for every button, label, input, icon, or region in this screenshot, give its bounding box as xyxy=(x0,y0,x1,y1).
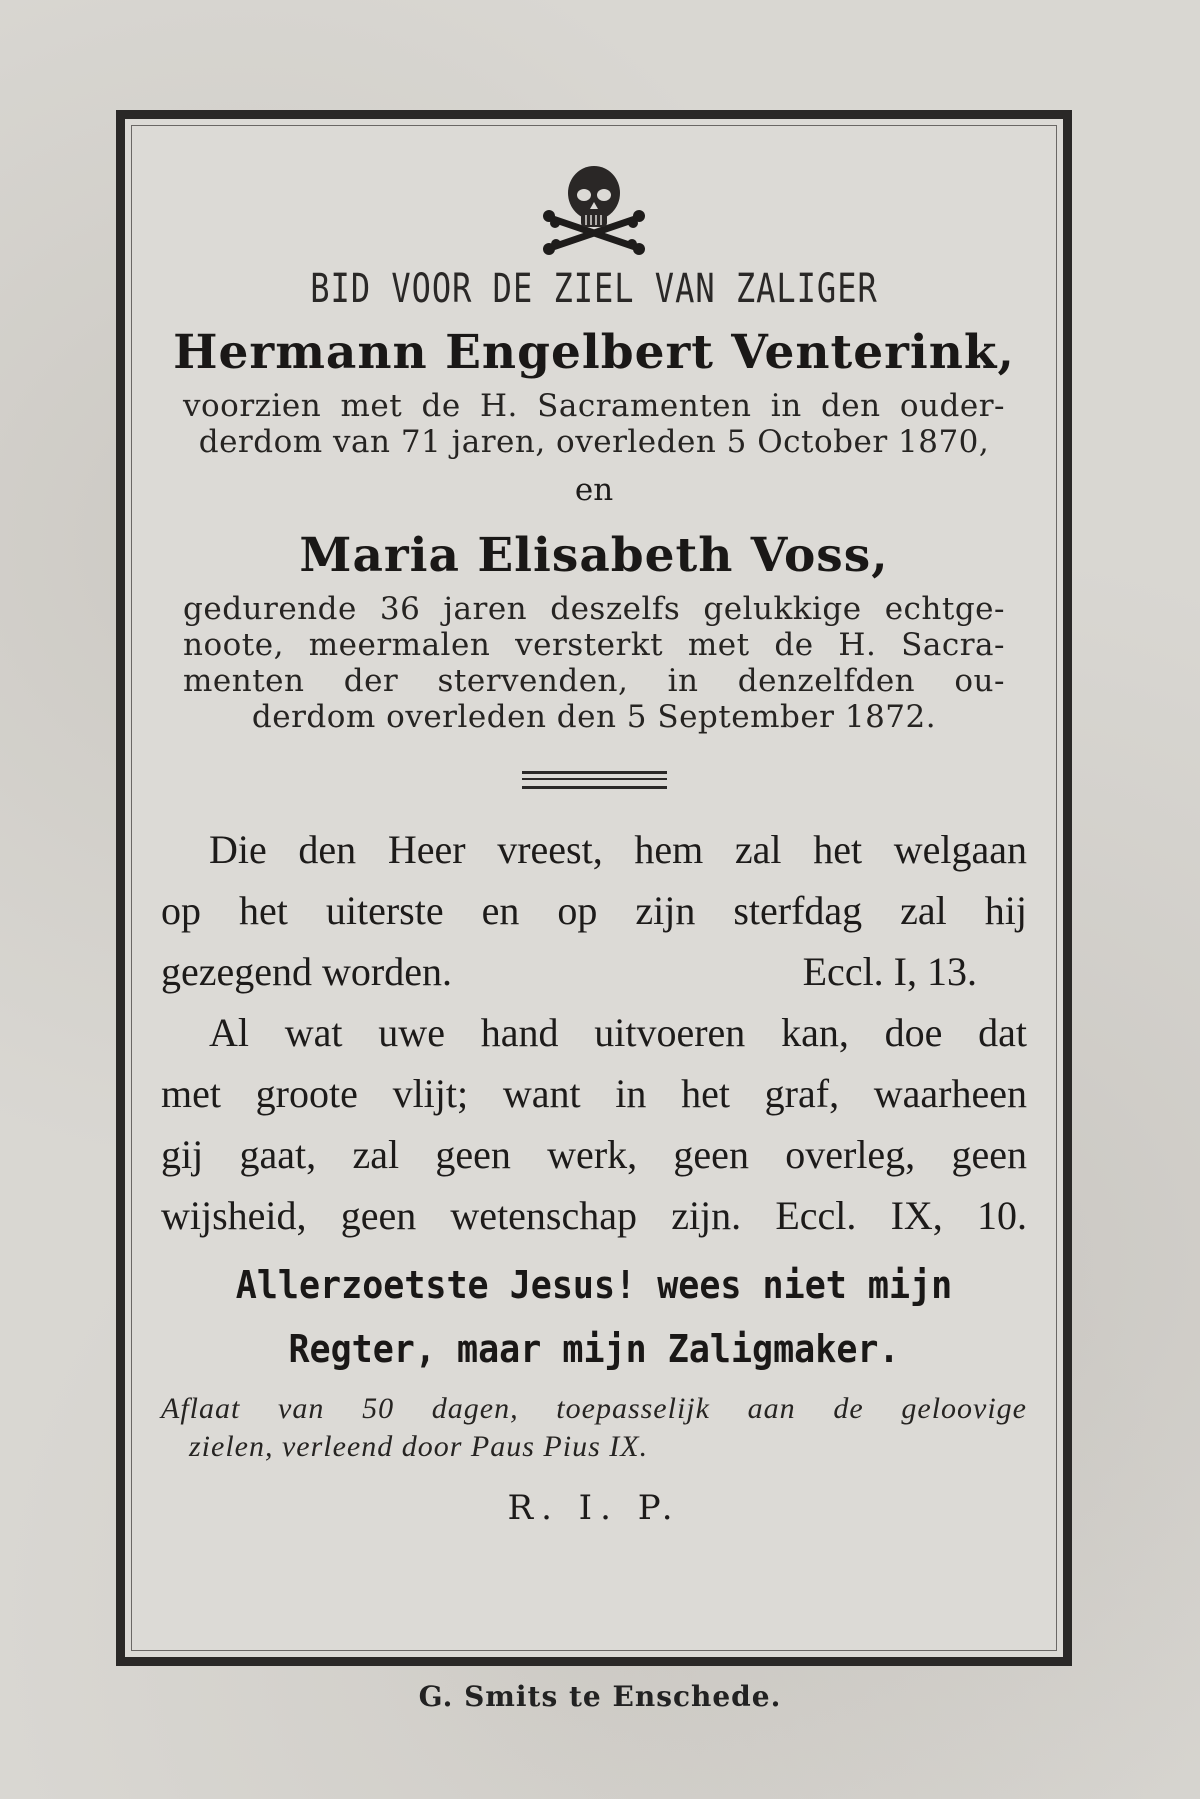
quote-line: met groote vlijt; want in het graf, waarheen xyxy=(161,1071,1027,1116)
quote-line: Die den Heer vreest, hem zal het welgaan xyxy=(209,827,1027,872)
prayer-line: Allerzoetste Jesus! wees niet mijn xyxy=(235,1264,953,1309)
deceased-name-1: Hermann Engelbert Venterink, xyxy=(173,325,1015,380)
memorial-card xyxy=(116,110,1072,1666)
scripture-quote-1 xyxy=(161,819,1027,1002)
scripture-quote-2 xyxy=(161,1002,1027,1246)
card-heading: BID VOOR DE ZIEL VAN ZALIGER xyxy=(310,264,878,312)
quote-line: Al wat uwe hand uitvoeren kan, doe dat xyxy=(209,1010,1027,1055)
quote-reference: Eccl. I, 13. xyxy=(802,949,977,994)
card-content xyxy=(155,159,1033,1528)
prayer-line: Regter, maar mijn Zaligmaker. xyxy=(288,1327,900,1372)
deceased-details-1 xyxy=(183,388,1005,460)
quote-line: wijsheid, geen wetenschap zijn. Eccl. IX, 10. xyxy=(161,1193,1027,1238)
skull-crossbones-icon xyxy=(539,159,649,255)
details-line: gedurende 36 jaren deszelfs gelukkige echtge- xyxy=(183,591,1005,627)
details-line: voorzien met de H. Sacramenten in den ouder- xyxy=(183,388,1005,424)
quote-line xyxy=(161,941,1027,1002)
indulgence-line: zielen, verleend door Paus Pius IX. xyxy=(189,1430,649,1463)
details-line: derdom van 71 jaren, overleden 5 October 1870, xyxy=(198,424,990,460)
quote-text: gezegend worden. xyxy=(161,949,452,994)
double-rule-divider xyxy=(522,771,667,789)
quote-line: op het uiterste en op zijn sterfdag zal hij xyxy=(161,888,1027,933)
details-line: menten der stervenden, in denzelfden ou- xyxy=(183,663,1005,699)
details-line: noote, meermalen versterkt met de H. Sacra- xyxy=(183,627,1005,663)
indulgence-line: Aflaat van 50 dagen, toepasselijk aan de geloovige xyxy=(161,1392,1027,1425)
indulgence-note xyxy=(161,1390,1027,1466)
deceased-details-2 xyxy=(183,591,1005,735)
rip-closing: R. I. P. xyxy=(507,1488,681,1528)
prayer xyxy=(155,1254,1033,1382)
conjunction: en xyxy=(574,472,614,508)
details-line: derdom overleden den 5 September 1872. xyxy=(251,699,937,735)
quote-line: gij gaat, zal geen werk, geen overleg, geen xyxy=(161,1132,1027,1177)
deceased-name-2: Maria Elisabeth Voss, xyxy=(299,528,889,583)
printer-imprint: G. Smits te Enschede. xyxy=(418,1680,782,1713)
